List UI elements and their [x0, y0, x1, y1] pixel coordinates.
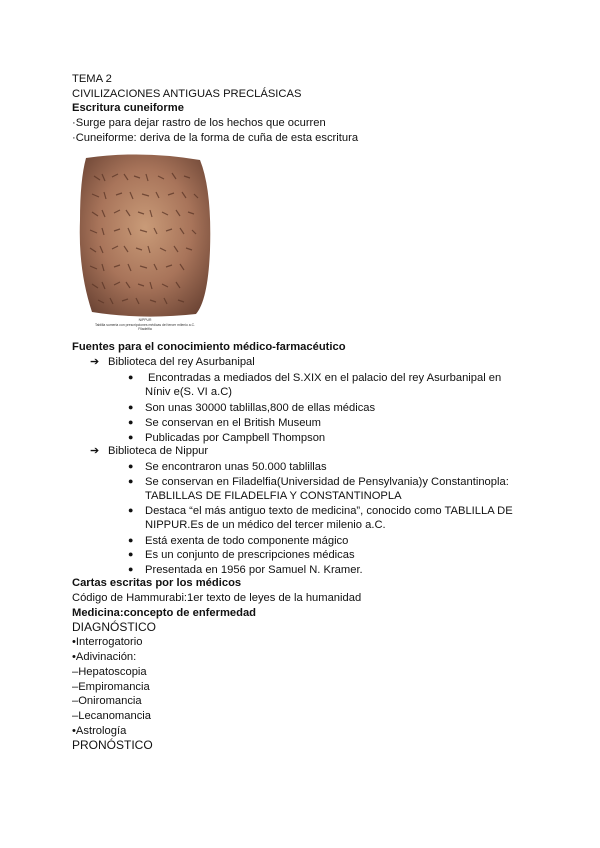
section-heading-cuneiforme: Escritura cuneiforme — [72, 102, 184, 114]
list-item-label: Se conservan en Filadelfia(Universidad de Pensylvania)y Constantinopla: — [145, 476, 509, 488]
tema-label: TEMA 2 — [72, 73, 112, 85]
list-item-label: Destaca “el más antiguo texto de medicina”, conocido como TABLILLA DE — [145, 505, 513, 517]
list-item-label: Son unas 30000 tablillas,800 de ellas médicas — [145, 402, 376, 414]
dot-bullet-icon: ● — [128, 564, 134, 574]
dot-bullet-icon: ● — [128, 372, 134, 382]
list-item — [128, 562, 363, 577]
medicina-item: –Oniromancia — [72, 695, 142, 707]
dot-bullet-icon: ● — [128, 461, 134, 471]
arrow-bullet-icon: ➔ — [90, 445, 100, 457]
list-item — [128, 503, 513, 518]
caption-line: NIPPUR — [138, 318, 152, 322]
list-item-label: Se conservan en el British Museum — [145, 417, 321, 429]
page-title: CIVILIZACIONES ANTIGUAS PRECLÁSICAS — [72, 88, 302, 100]
list-item-continuation: Níniv e(S. VI a.C) — [145, 386, 233, 398]
cuneiforme-line-1: ·Surge para dejar rastro de los hechos que ocurren — [72, 117, 326, 129]
list-item — [128, 474, 509, 489]
medicina-item: •Adivinación: — [72, 651, 137, 663]
list-item-label: Presentada en 1956 por Samuel N. Kramer. — [145, 564, 363, 576]
dot-bullet-icon: ● — [128, 549, 134, 559]
section-heading-medicina: Medicina:concepto de enfermedad — [72, 607, 257, 619]
list-item — [128, 370, 501, 385]
caption-line: Tablilla sumeria con prescripciones médicas del tercer milenio a.C. — [94, 322, 196, 327]
dot-bullet-icon: ● — [128, 417, 134, 427]
list-item — [128, 459, 327, 474]
tablet-photo — [72, 150, 218, 320]
section-heading-fuentes: Fuentes para el conocimiento médico-farmacéutico — [72, 341, 346, 353]
list-item — [128, 430, 325, 445]
dot-bullet-icon: ● — [128, 535, 134, 545]
list-item-label: Es un conjunto de prescripciones médicas — [145, 549, 355, 561]
medicina-item: –Hepatoscopia — [72, 666, 147, 678]
medicina-item: •Interrogatorio — [72, 636, 143, 648]
medicina-item: –Lecanomancia — [72, 710, 151, 722]
list-item-nippur — [90, 444, 208, 458]
caption-line: Filadelfia — [138, 327, 152, 331]
list-item-asurbanipal — [90, 355, 255, 369]
list-item — [128, 533, 348, 548]
pronostico-label: PRONÓSTICO — [72, 738, 153, 752]
list-item-label: Biblioteca de Nippur — [108, 445, 209, 457]
list-item-label: Está exenta de todo componente mágico — [145, 535, 349, 547]
cuneiform-tablet-image — [72, 150, 218, 337]
list-item — [128, 547, 355, 562]
list-item — [128, 400, 375, 415]
dot-bullet-icon: ● — [128, 432, 134, 442]
list-item-label: Publicadas por Campbell Thompson — [145, 432, 326, 444]
medicina-item: •Astrología — [72, 725, 127, 737]
arrow-bullet-icon: ➔ — [90, 356, 100, 368]
cuneiforme-line-2: ·Cuneiforme: deriva de la forma de cuña de esta escritura — [72, 132, 359, 144]
image-caption — [80, 318, 210, 332]
list-item-continuation: NIPPUR.Es de un médico del tercer milenio a.C. — [145, 519, 386, 531]
list-item-label: Encontradas a mediados del S.XIX en el palacio del rey Asurbanipal en — [148, 372, 502, 384]
list-item-label: Biblioteca del rey Asurbanipal — [108, 356, 255, 368]
section-heading-cartas: Cartas escritas por los médicos — [72, 577, 242, 589]
list-item-label: Se encontraron unas 50.000 tablillas — [145, 461, 327, 473]
dot-bullet-icon: ● — [128, 402, 134, 412]
list-item — [128, 415, 321, 430]
dot-bullet-icon: ● — [128, 476, 134, 486]
diagnostico-label: DIAGNÓSTICO — [72, 620, 157, 634]
medicina-item: –Empiromancia — [72, 681, 150, 693]
cartas-line: Código de Hammurabi:1er texto de leyes de la humanidad — [72, 592, 362, 604]
list-item-continuation: TABLILLAS DE FILADELFIA Y CONSTANTINOPLA — [145, 490, 402, 502]
dot-bullet-icon: ● — [128, 505, 134, 515]
